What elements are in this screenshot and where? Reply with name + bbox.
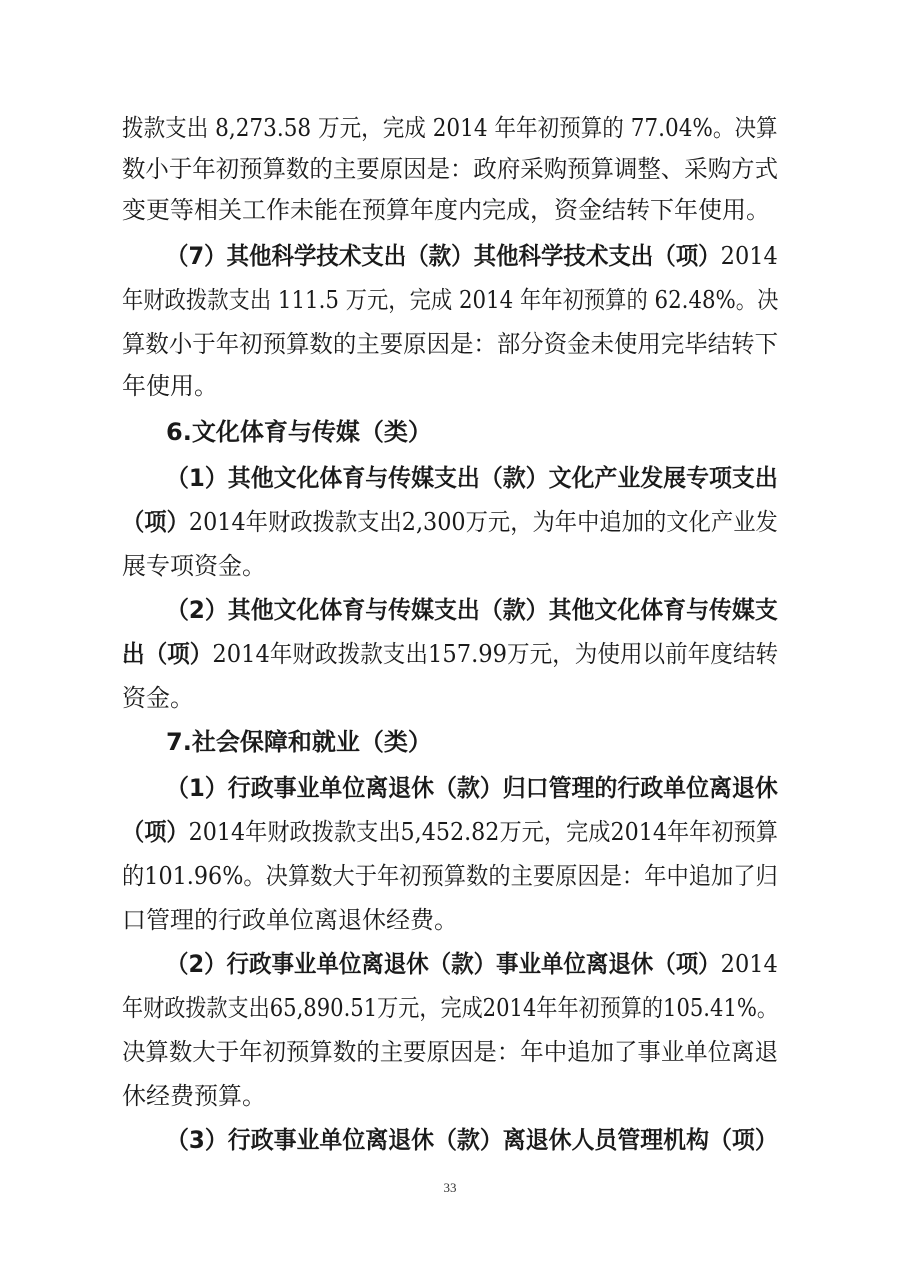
- plain-text: 2014年财政拨款支出5,452.82万元，完成2014年年初预算: [188, 818, 778, 846]
- text-line: [122, 546, 778, 586]
- text-line: [166, 458, 778, 498]
- plain-text: 年使用。: [122, 372, 218, 400]
- section-heading: [166, 412, 778, 452]
- plain-text: 2014年财政拨款支出2,300万元，为年中追加的文化产业发: [188, 508, 778, 536]
- bold-heading: 7.社会保障和就业（类）: [166, 728, 432, 756]
- text-line: [166, 944, 778, 984]
- text-line: [122, 324, 779, 364]
- plain-text: 展专项资金。: [122, 552, 266, 580]
- text-line: [122, 856, 778, 896]
- plain-text: 数小于年初预算数的主要原因是：政府采购预算调整、采购方式: [122, 155, 779, 183]
- bold-heading: 6.文化体育与传媒（类）: [166, 418, 432, 446]
- plain-text: 年财政拨款支出 111.5 万元，完成 2014 年年初预算的 62.48%。决: [122, 286, 779, 314]
- plain-text: 2014年财政拨款支出157.99万元，为使用以前年度结转: [212, 640, 779, 668]
- bold-heading: （项）: [122, 818, 189, 846]
- text-line: [166, 768, 778, 808]
- text-line: [166, 1120, 778, 1160]
- text-line: [166, 236, 778, 276]
- plain-text: 年财政拨款支出65,890.51万元，完成2014年年初预算的105.41%。: [122, 994, 779, 1022]
- plain-text: 变更等相关工作未能在预算年度内完成，资金结转下年使用。: [122, 196, 770, 224]
- plain-text: 2014: [720, 950, 778, 978]
- text-line: [122, 900, 778, 940]
- bold-heading: 出（项）: [122, 640, 213, 668]
- plain-text: 资金。: [122, 684, 194, 712]
- text-line: [122, 1076, 778, 1116]
- text-line: [122, 812, 778, 852]
- text-line: [122, 366, 778, 406]
- plain-text: 休经费预算。: [122, 1082, 266, 1110]
- text-line: [122, 988, 779, 1028]
- text-line: [166, 590, 778, 630]
- plain-text: 决算数大于年初预算数的主要原因是：年中追加了事业单位离退: [122, 1038, 779, 1066]
- text-line: [122, 502, 778, 542]
- bold-heading: （1）行政事业单位离退休（款）归口管理的行政单位离退休: [166, 774, 778, 802]
- plain-text: 拨款支出 8,273.58 万元，完成 2014 年年初预算的 77.04%。决算: [122, 114, 778, 142]
- text-line: [122, 634, 779, 674]
- plain-text: 口管理的行政单位离退休经费。: [122, 906, 458, 934]
- text-line: [122, 108, 778, 148]
- bold-heading: （1）其他文化体育与传媒支出（款）文化产业发展专项支出: [166, 464, 778, 492]
- text-line: [122, 678, 778, 718]
- page-number: 33: [443, 1180, 457, 1195]
- plain-text: 的101.96%。决算数大于年初预算数的主要原因是：年中追加了归: [122, 862, 778, 890]
- bold-heading: （项）: [122, 508, 189, 536]
- plain-text: 算数小于年初预算数的主要原因是：部分资金未使用完毕结转下: [122, 330, 779, 358]
- plain-text: 2014: [720, 242, 778, 270]
- text-line: [122, 149, 779, 189]
- bold-heading: （2）其他文化体育与传媒支出（款）其他文化体育与传媒支: [166, 596, 778, 624]
- text-line: [122, 190, 778, 230]
- bold-heading: （3）行政事业单位离退休（款）离退休人员管理机构（项）: [166, 1126, 778, 1154]
- text-line: [122, 280, 779, 320]
- text-line: [122, 1032, 779, 1072]
- bold-heading: （7）其他科学技术支出（款）其他科学技术支出（项）: [166, 242, 721, 270]
- section-heading: [166, 722, 778, 762]
- bold-heading: （2）行政事业单位离退休（款）事业单位离退休（项）: [166, 950, 721, 978]
